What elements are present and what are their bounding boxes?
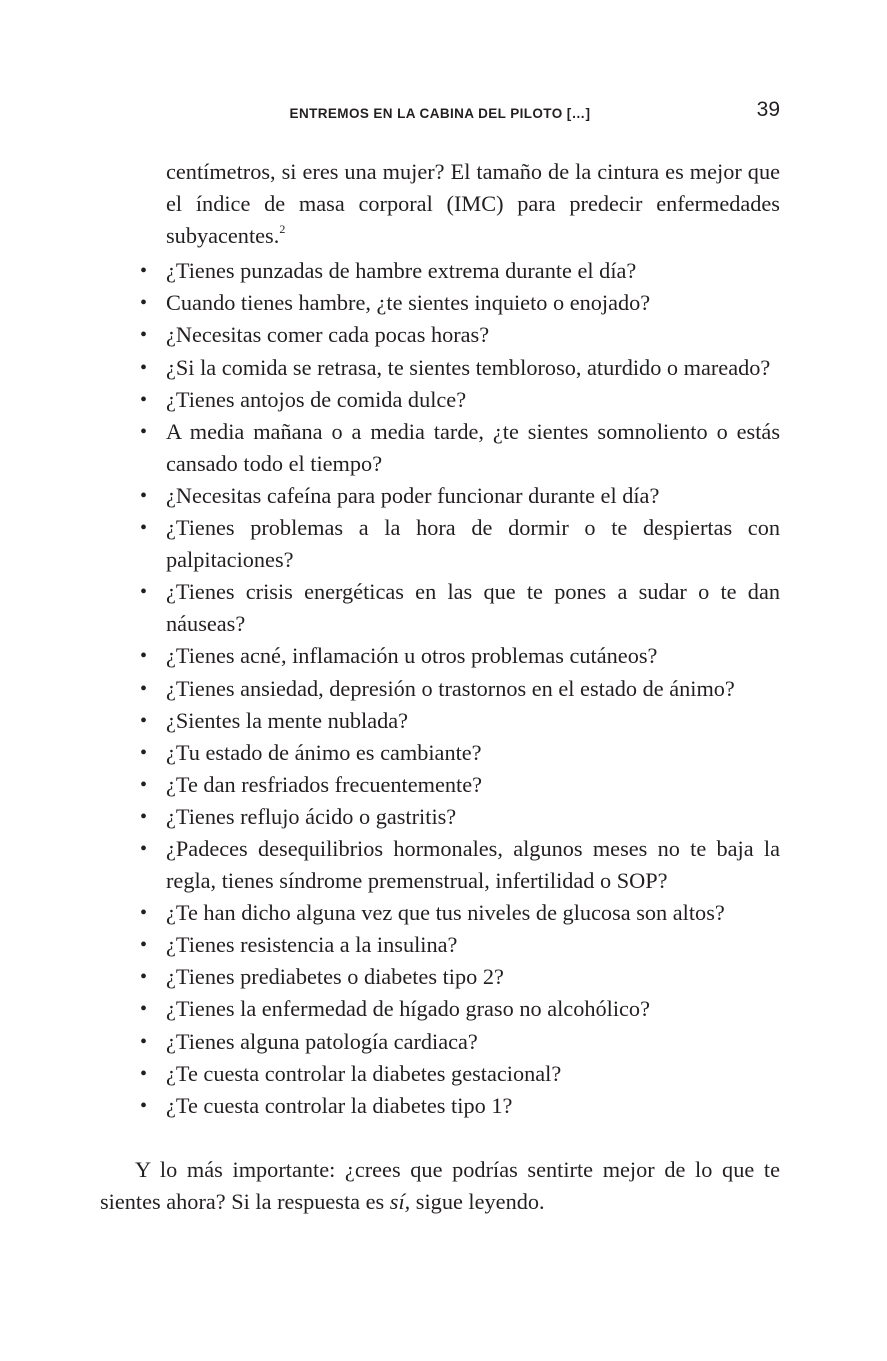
- bullet-icon: •: [140, 581, 148, 604]
- bullet-icon: •: [140, 773, 148, 796]
- checklist-item-text: ¿Tienes prediabetes o diabetes tipo 2?: [166, 964, 504, 990]
- checklist-item-text: ¿Tienes resistencia a la insulina?: [166, 932, 458, 958]
- bullet-icon: •: [140, 356, 148, 379]
- checklist-item-text: ¿Si la comida se retrasa, te sientes tembloroso, aturdido o mareado?: [166, 354, 771, 380]
- checklist-item-text: ¿Padeces desequilibrios hormonales, algunos meses no te baja la regla, tienes síndrome premenstrual, infertilidad o SOP?: [166, 835, 780, 894]
- closing-text-after: sigue leyendo.: [410, 1188, 545, 1214]
- bullet-icon: •: [140, 1094, 148, 1117]
- continued-paragraph: [100, 156, 780, 255]
- bullet-icon: •: [140, 837, 148, 860]
- checklist-item: [100, 1026, 780, 1058]
- running-head: ENTREMOS EN LA CABINA DEL PILOTO […]: [289, 106, 591, 121]
- bullet-icon: •: [140, 966, 148, 989]
- checklist-item-text: A media mañana o a media tarde, ¿te sientes somnoliento o estás cansado todo el tiempo?: [166, 418, 780, 476]
- checklist-item: [100, 801, 780, 833]
- page-number: 39: [756, 98, 780, 121]
- footnote-reference: 2: [279, 222, 286, 237]
- symptom-checklist: [100, 255, 780, 1122]
- checklist-item-text: ¿Te cuesta controlar la diabetes gestacional?: [166, 1060, 562, 1086]
- checklist-item-text: ¿Tienes antojos de comida dulce?: [166, 386, 467, 412]
- checklist-item-text: ¿Tienes crisis energéticas en las que te pones a sudar o te dan náuseas?: [166, 579, 780, 637]
- checklist-item-text: ¿Tienes punzadas de hambre extrema durante el día?: [166, 258, 637, 284]
- checklist-item-text: ¿Necesitas comer cada pocas horas?: [166, 322, 490, 348]
- checklist-item: [100, 833, 780, 897]
- checklist-item: [100, 1058, 780, 1090]
- checklist-item: [100, 961, 780, 993]
- checklist-item: [100, 352, 780, 384]
- checklist-item: [100, 287, 780, 319]
- checklist-item-text: ¿Necesitas cafeína para poder funcionar durante el día?: [166, 482, 660, 508]
- bullet-icon: •: [140, 1062, 148, 1085]
- checklist-item: [100, 737, 780, 769]
- checklist-item-text: ¿Tienes reflujo ácido o gastritis?: [166, 803, 457, 829]
- closing-paragraph: [100, 1154, 780, 1218]
- checklist-item: [100, 897, 780, 929]
- checklist-item-text: ¿Te cuesta controlar la diabetes tipo 1?: [166, 1092, 513, 1118]
- bullet-icon: •: [140, 324, 148, 347]
- checklist-item-text: ¿Tienes acné, inflamación u otros problemas cutáneos?: [166, 643, 658, 669]
- checklist-item: [100, 480, 780, 512]
- checklist-item: [100, 255, 780, 287]
- bullet-icon: •: [140, 709, 148, 732]
- checklist-item-text: Cuando tienes hambre, ¿te sientes inquieto o enojado?: [166, 290, 651, 316]
- checklist-item: [100, 384, 780, 416]
- checklist-item-text: ¿Te dan resfriados frecuentemente?: [166, 771, 482, 797]
- checklist-item-text: ¿Tienes la enfermedad de hígado graso no alcohólico?: [166, 996, 650, 1022]
- page-header: [100, 96, 780, 132]
- bullet-icon: •: [140, 902, 148, 925]
- checklist-item: [100, 769, 780, 801]
- bullet-icon: •: [140, 998, 148, 1021]
- bullet-icon: •: [140, 292, 148, 315]
- checklist-item: [100, 416, 780, 480]
- closing-text-before: Y lo más importante: ¿crees que podrías sentirte mejor de lo que te sientes ahora? Si la respuesta es: [100, 1156, 780, 1214]
- checklist-item: [100, 512, 780, 576]
- continued-paragraph-text: centímetros, si eres una mujer? El tamaño de la cintura es mejor que el índice de masa corporal (IMC) para predecir enfermedades subyacentes.: [166, 159, 780, 249]
- checklist-item: [100, 576, 780, 640]
- checklist-item: [100, 705, 780, 737]
- bullet-icon: •: [140, 677, 148, 700]
- checklist-item-text: ¿Tu estado de ánimo es cambiante?: [166, 739, 482, 765]
- checklist-item-text: ¿Te han dicho alguna vez que tus niveles de glucosa son altos?: [166, 900, 725, 926]
- checklist-item: [100, 640, 780, 672]
- bullet-icon: •: [140, 420, 148, 443]
- checklist-item-text: ¿Tienes problemas a la hora de dormir o te despiertas con palpitaciones?: [166, 515, 780, 573]
- bullet-icon: •: [140, 260, 148, 283]
- checklist-item: [100, 993, 780, 1025]
- page-body: [100, 156, 780, 1218]
- checklist-item: [100, 1090, 780, 1122]
- checklist-item-text: ¿Tienes ansiedad, depresión o trastornos en el estado de ánimo?: [166, 675, 735, 701]
- bullet-icon: •: [140, 741, 148, 764]
- bullet-icon: •: [140, 645, 148, 668]
- checklist-item: [100, 319, 780, 351]
- bullet-icon: •: [140, 517, 148, 540]
- bullet-icon: •: [140, 805, 148, 828]
- closing-emphasis: sí,: [389, 1188, 411, 1214]
- bullet-icon: •: [140, 1030, 148, 1053]
- bullet-icon: •: [140, 484, 148, 507]
- checklist-item-text: ¿Sientes la mente nublada?: [166, 707, 409, 733]
- bullet-icon: •: [140, 934, 148, 957]
- checklist-item: [100, 929, 780, 961]
- checklist-item-text: ¿Tienes alguna patología cardiaca?: [166, 1028, 478, 1054]
- checklist-item: [100, 673, 780, 705]
- bullet-icon: •: [140, 388, 148, 411]
